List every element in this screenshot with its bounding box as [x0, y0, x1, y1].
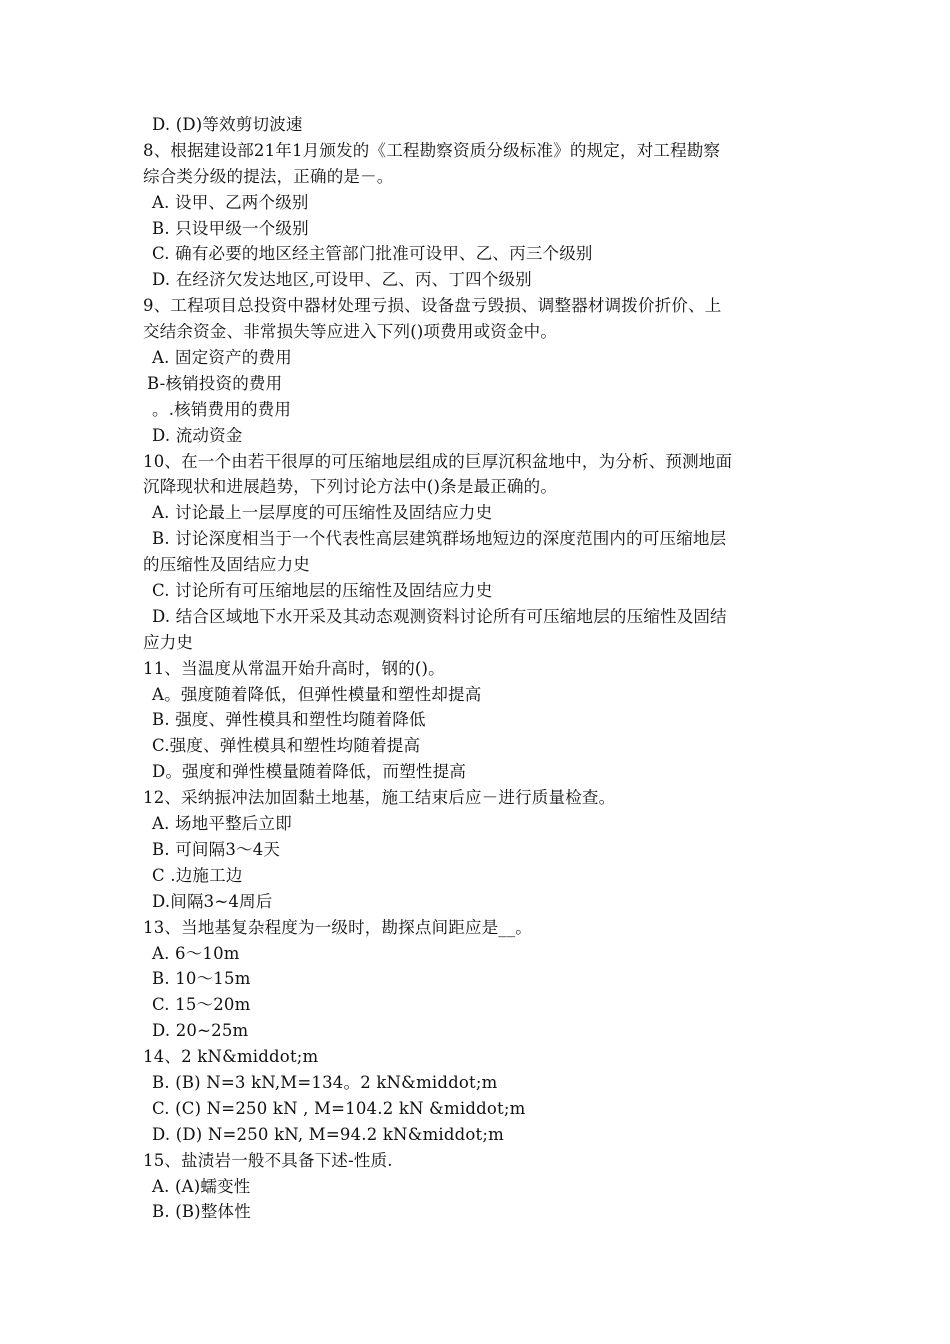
option-line: A. 设甲、乙两个级别: [152, 192, 309, 212]
question-line: 12、采纳振冲法加固黏土地基，施工结束后应－进行质量检查。: [143, 788, 616, 808]
question-line: 交结余资金、非常损失等应进入下列()项费用或资金中。: [143, 322, 558, 342]
option-line: C. 15〜20m: [152, 995, 251, 1015]
option-line: C. 讨论所有可压缩地层的压缩性及固结应力史: [152, 581, 493, 601]
option-line: D. 流动资金: [152, 425, 243, 445]
option-line: D。强度和弹性模量随着降低，而塑性提高: [152, 762, 467, 782]
option-line: C. 确有必要的地区经主管部门批准可设甲、乙、丙三个级别: [152, 244, 593, 264]
question-line: 9、工程项目总投资中器材处理亏损、设备盘亏毁损、调整器材调拨价折价、上: [143, 296, 722, 316]
option-line: C. (C) N=250 kN , M=104.2 kN &middot;m: [152, 1098, 526, 1118]
option-line: B-核销投资的费用: [147, 373, 283, 393]
option-line: A. 讨论最上一层厚度的可压缩性及固结应力史: [152, 503, 493, 523]
question-line: 的压缩性及固结应力史: [143, 555, 310, 575]
question-line: 综合类分级的提法，正确的是－。: [143, 166, 394, 186]
question-line: 应力史: [143, 632, 194, 652]
option-line: B. 只设甲级一个级别: [152, 218, 309, 238]
option-line: A. 场地平整后立即: [152, 814, 292, 834]
option-line: B. (B) N=3 kN,M=134。2 kN&middot;m: [152, 1072, 498, 1092]
option-line: A. 固定资产的费用: [152, 348, 292, 368]
question-line: 11、当温度从常温开始升高时，钢的()。: [143, 658, 445, 678]
document-body: [143, 112, 833, 1225]
question-line: 沉降现状和进展趋势，下列讨论方法中()条是最正确的。: [143, 477, 558, 497]
option-line: B. 强度、弹性模具和塑性均随着降低: [152, 710, 426, 730]
option-line: A。强度随着降低，但弹性模量和塑性却提高: [152, 684, 482, 704]
option-line: B. 可间隔3〜4天: [152, 839, 281, 859]
option-line: D. (D) N=250 kN, M=94.2 kN&middot;m: [152, 1124, 504, 1144]
option-line: D. 结合区域地下水开采及其动态观测资料讨论所有可压缩地层的压缩性及固结: [152, 606, 727, 626]
option-line: D. 20~25m: [152, 1021, 249, 1041]
question-line: 8、根据建设部21年1月颁发的《工程勘察资质分级标准》的规定，对工程勘察: [143, 140, 721, 160]
option-line: B. 讨论深度相当于一个代表性高层建筑群场地短边的深度范围内的可压缩地层: [152, 529, 727, 549]
question-line: 13、当地基复杂程度为一级时，勘探点间距应是__。: [143, 917, 532, 937]
option-line: A. (A)蠕变性: [152, 1176, 251, 1196]
option-line: A. 6〜10m: [152, 943, 240, 963]
option-line: C .边施工边: [152, 865, 243, 885]
option-line: 。.核销费用的费用: [152, 399, 292, 419]
question-line: 10、在一个由若干很厚的可压缩地层组成的巨厚沉积盆地中，为分析、预测地面: [143, 451, 733, 471]
question-line: 15、盐渍岩一般不具备下述-性质.: [143, 1150, 393, 1170]
question-line: 14、2 kN&middot;m: [143, 1047, 319, 1067]
option-line: C.强度、弹性模具和塑性均随着提高: [152, 736, 421, 756]
option-line: B. (B)整体性: [152, 1202, 251, 1222]
option-line: D.间隔3~4周后: [152, 891, 273, 911]
option-line: D. (D)等效剪切波速: [152, 115, 303, 134]
option-line: B. 10〜15m: [152, 969, 251, 989]
option-line: D. 在经济欠发达地区,可设甲、乙、丙、丁四个级别: [152, 270, 532, 290]
